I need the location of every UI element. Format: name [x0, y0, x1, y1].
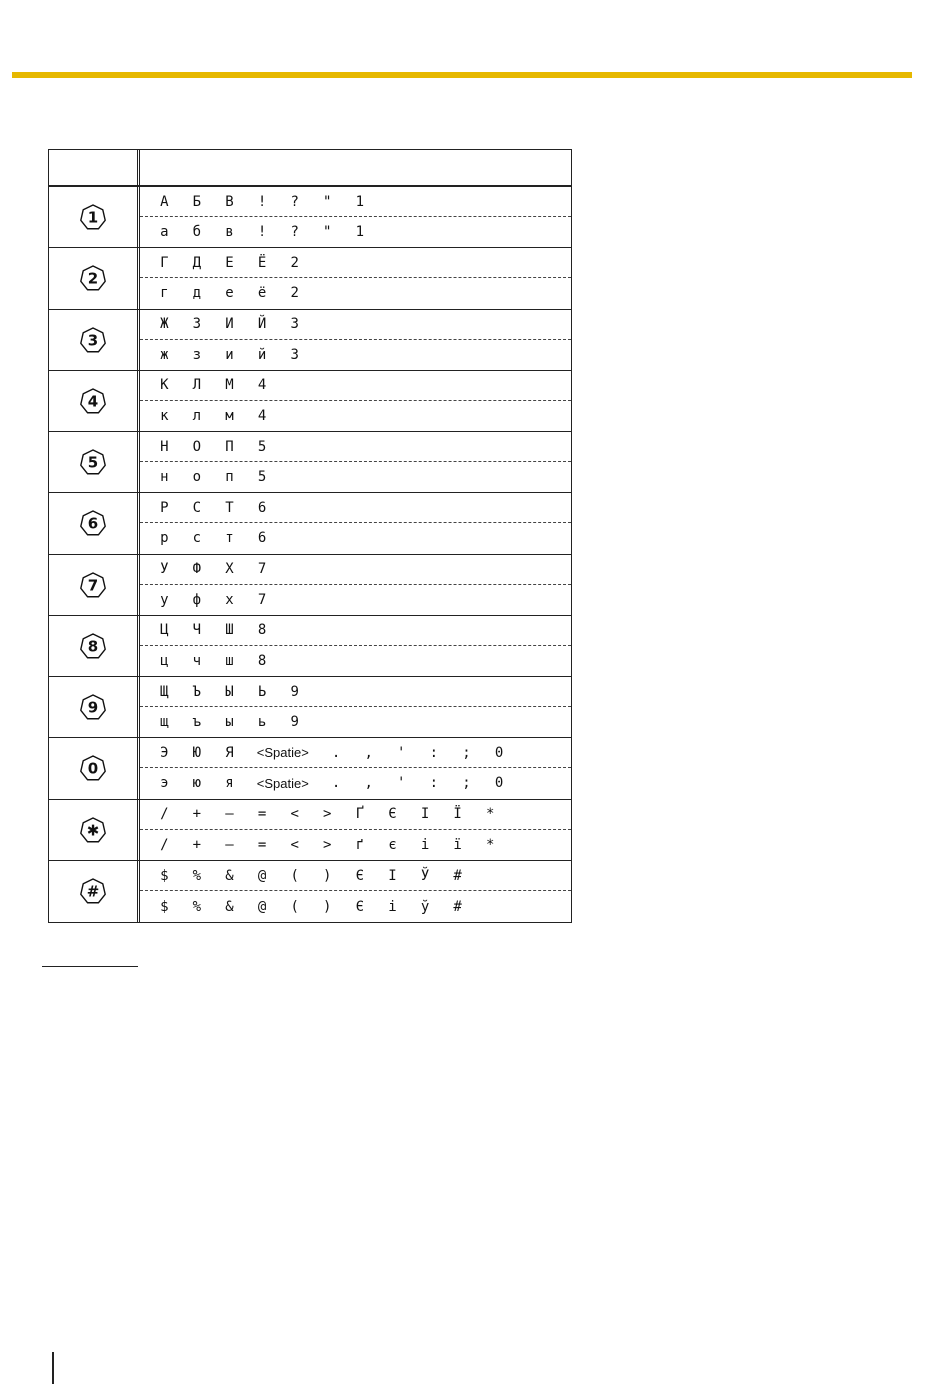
character: Л: [192, 377, 202, 394]
character: ?: [290, 224, 299, 241]
upper-case-line: [140, 616, 571, 646]
character: н: [160, 469, 169, 486]
character: Э: [160, 744, 169, 761]
lower-case-line: [140, 523, 571, 553]
character: –: [225, 806, 234, 823]
character: 8: [257, 622, 267, 639]
character: Д: [192, 254, 202, 271]
key-cell: [49, 432, 137, 492]
character: И: [225, 316, 234, 333]
character: и: [225, 346, 234, 363]
key-label: 1: [87, 208, 99, 227]
character: >: [323, 836, 332, 853]
table-row: [49, 677, 571, 738]
character: #: [453, 867, 462, 884]
key-label: #: [86, 882, 100, 901]
key-5-icon: [79, 448, 107, 476]
character: 9: [290, 714, 299, 731]
upper-case-line: [140, 738, 571, 768]
character: ;: [462, 744, 471, 761]
upper-case-line: [140, 493, 571, 523]
lower-case-line: [140, 646, 571, 676]
character: г: [160, 285, 169, 302]
character: 5: [257, 438, 267, 455]
table-row: [49, 738, 571, 799]
character: ц: [160, 652, 169, 669]
character: Ї: [453, 806, 462, 823]
character: б: [192, 224, 202, 241]
character: р: [160, 530, 169, 547]
character: Б: [192, 193, 202, 210]
character: >: [323, 806, 332, 823]
key-label: ✱: [86, 821, 100, 840]
character: +: [192, 836, 202, 853]
character: М: [225, 377, 234, 394]
character: х: [225, 591, 234, 608]
character: у: [160, 591, 169, 608]
key-cell: [49, 310, 137, 370]
upper-case-line: [140, 555, 571, 585]
key-2-icon: [79, 264, 107, 292]
character: З: [192, 316, 202, 333]
character: Ґ: [355, 806, 365, 823]
key-cell: [49, 677, 137, 737]
character: Я: [225, 744, 234, 761]
character: ч: [192, 652, 202, 669]
table-row: [49, 555, 571, 616]
key-hash-icon: [79, 877, 107, 905]
character: ю: [192, 775, 202, 792]
lower-case-line: [140, 768, 571, 798]
character: *: [486, 836, 495, 853]
character: ): [323, 867, 332, 884]
character: Й: [257, 316, 267, 333]
character: 0: [494, 775, 504, 792]
character: $: [160, 898, 169, 915]
character: 7: [257, 591, 267, 608]
character: С: [192, 499, 202, 516]
key-cell: [49, 493, 137, 553]
character: =: [257, 806, 267, 823]
character: Ў: [420, 867, 430, 884]
character: <: [290, 836, 299, 853]
key-cell: [49, 800, 137, 860]
character: Е: [225, 254, 234, 271]
character: +: [192, 806, 202, 823]
key-1-icon: [79, 203, 107, 231]
key-label: 3: [87, 331, 99, 350]
table-row: [49, 432, 571, 493]
character: %: [192, 898, 202, 915]
character: ь: [257, 714, 267, 731]
key-4-icon: [79, 387, 107, 415]
character: і: [420, 836, 430, 853]
character: ё: [257, 285, 267, 302]
character: <Spatie>: [256, 775, 309, 791]
character: Ы: [225, 683, 234, 700]
upper-case-line: [140, 861, 571, 892]
key-3-icon: [79, 326, 107, 354]
header-accent-rule: [12, 72, 912, 78]
character: Є: [355, 898, 365, 915]
character: п: [225, 469, 234, 486]
table-row: [49, 371, 571, 432]
character: ,: [364, 775, 373, 792]
character: (: [290, 867, 299, 884]
lower-case-line: [140, 462, 571, 492]
character: А: [160, 193, 169, 210]
key-label: 6: [87, 514, 99, 533]
character: м: [225, 407, 234, 424]
character: є: [388, 836, 397, 853]
key-cell: [49, 555, 137, 615]
lower-case-line: [140, 278, 571, 308]
character: Ф: [192, 561, 202, 578]
lower-case-line: [140, 340, 571, 370]
character: !: [257, 224, 267, 241]
character: й: [257, 346, 267, 363]
character: 8: [257, 652, 267, 669]
character: =: [257, 836, 267, 853]
character: І: [420, 806, 430, 823]
upper-case-line: [140, 800, 571, 830]
lower-case-line: [140, 217, 571, 247]
character: ї: [453, 836, 462, 853]
character: Ш: [225, 622, 234, 639]
character: .: [331, 744, 341, 761]
character: Ц: [160, 622, 169, 639]
character: <: [290, 806, 299, 823]
lower-case-line: [140, 830, 571, 860]
character: Ъ: [192, 683, 202, 700]
upper-case-line: [140, 432, 571, 462]
character: Х: [225, 561, 234, 578]
character: Г: [160, 254, 169, 271]
character: щ: [160, 714, 169, 731]
character: 1: [355, 224, 365, 241]
character: /: [160, 806, 169, 823]
character: 5: [257, 469, 267, 486]
character: Ж: [160, 316, 169, 333]
character: ж: [160, 346, 169, 363]
character: 6: [257, 530, 267, 547]
character: к: [160, 407, 169, 424]
character: Ч: [192, 622, 202, 639]
key-label: 7: [87, 576, 99, 595]
character: ;: [462, 775, 471, 792]
key-star-icon: [79, 816, 107, 844]
key-9-icon: [79, 693, 107, 721]
character: е: [225, 285, 234, 302]
character: <Spatie>: [256, 745, 309, 761]
character: а: [160, 224, 169, 241]
key-label: 9: [87, 698, 99, 717]
character: д: [192, 285, 202, 302]
upper-case-line: [140, 187, 571, 217]
character: э: [160, 775, 169, 792]
upper-case-line: [140, 248, 571, 278]
key-label: 2: [87, 269, 99, 288]
table-row: [49, 861, 571, 922]
lower-case-line: [140, 401, 571, 431]
character: ш: [225, 652, 234, 669]
character: з: [192, 346, 202, 363]
key-label: 8: [87, 637, 99, 656]
character: У: [160, 561, 169, 578]
table-row: [49, 493, 571, 554]
character: 9: [290, 683, 299, 700]
character: П: [225, 438, 234, 455]
character: ': [397, 775, 406, 792]
key-8-icon: [79, 632, 107, 660]
character: (: [290, 898, 299, 915]
character: 3: [290, 346, 299, 363]
character: О: [192, 438, 202, 455]
character: 7: [257, 561, 267, 578]
character: –: [225, 836, 234, 853]
character: с: [192, 530, 202, 547]
character: ф: [192, 591, 202, 608]
character: о: [192, 469, 202, 486]
lower-case-line: [140, 891, 571, 922]
character: .: [331, 775, 341, 792]
character: Ю: [192, 744, 202, 761]
character: Т: [225, 499, 234, 516]
character: ы: [225, 714, 234, 731]
character: ў: [420, 898, 430, 915]
character: я: [225, 775, 234, 792]
character: *: [486, 806, 495, 823]
character: !: [257, 193, 267, 210]
character: 2: [290, 285, 299, 302]
table-row: [49, 800, 571, 861]
page-margin-bar: [52, 1352, 54, 1384]
character: л: [192, 407, 202, 424]
character: І: [388, 867, 397, 884]
character: $: [160, 867, 169, 884]
character: К: [160, 377, 169, 394]
key-7-icon: [79, 571, 107, 599]
character: ,: [364, 744, 373, 761]
key-cell: [49, 738, 137, 798]
character: Ь: [257, 683, 267, 700]
character: Є: [355, 867, 365, 884]
character: 3: [290, 316, 299, 333]
character: :: [429, 744, 439, 761]
key-cell: [49, 248, 137, 308]
character-table: [48, 149, 572, 923]
character: &: [225, 898, 234, 915]
key-cell: [49, 371, 137, 431]
key-label: 0: [87, 759, 99, 778]
character: Н: [160, 438, 169, 455]
key-cell: [49, 861, 137, 922]
character: %: [192, 867, 202, 884]
key-0-icon: [79, 754, 107, 782]
table-row: [49, 310, 571, 371]
character: &: [225, 867, 234, 884]
upper-case-line: [140, 677, 571, 707]
footnote-rule: [42, 966, 138, 967]
character: ґ: [355, 836, 365, 853]
character: 1: [355, 193, 365, 210]
character: ъ: [192, 714, 202, 731]
character: ?: [290, 193, 299, 210]
character: в: [225, 224, 234, 241]
lower-case-line: [140, 707, 571, 737]
lower-case-line: [140, 585, 571, 615]
character: т: [225, 530, 234, 547]
character: Ё: [257, 254, 267, 271]
upper-case-line: [140, 310, 571, 340]
character: 4: [257, 377, 267, 394]
character: ): [323, 898, 332, 915]
table-row: [49, 187, 571, 248]
character: 6: [257, 499, 267, 516]
character: @: [257, 867, 267, 884]
key-cell: [49, 616, 137, 676]
key-6-icon: [79, 509, 107, 537]
character: ': [397, 744, 406, 761]
character: Є: [388, 806, 397, 823]
character: #: [453, 898, 462, 915]
key-label: 5: [87, 453, 99, 472]
character: В: [225, 193, 234, 210]
character: і: [388, 898, 397, 915]
character: 2: [290, 254, 299, 271]
table-header-row: [49, 150, 571, 187]
character: @: [257, 898, 267, 915]
character: Р: [160, 499, 169, 516]
character: ": [323, 193, 332, 210]
table-row: [49, 248, 571, 309]
key-cell: [49, 187, 137, 247]
upper-case-line: [140, 371, 571, 401]
key-label: 4: [87, 392, 99, 411]
table-row: [49, 616, 571, 677]
character: :: [429, 775, 439, 792]
character: Щ: [160, 683, 169, 700]
character: /: [160, 836, 169, 853]
character: 0: [494, 744, 504, 761]
character: 4: [257, 407, 267, 424]
character: ": [323, 224, 332, 241]
